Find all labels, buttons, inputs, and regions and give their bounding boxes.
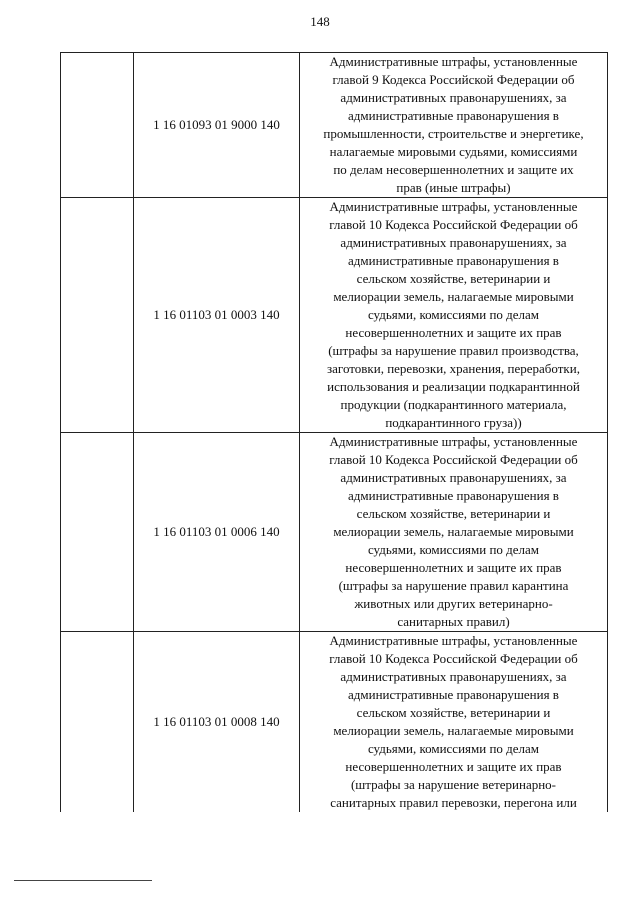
description-line: главой 10 Кодекса Российской Федерации об [329, 452, 578, 467]
table-row [61, 433, 608, 632]
description-line: главой 10 Кодекса Российской Федерации об [329, 217, 578, 232]
empty-cell [61, 53, 134, 198]
kbk-code: 1 16 01103 01 0006 140 [134, 433, 300, 632]
description-line: административные правонарушения в [348, 488, 559, 503]
description-cell [300, 53, 608, 198]
description-line: несовершеннолетних и защите их прав [345, 560, 562, 575]
table-row [61, 198, 608, 433]
description-line: животных или других ветеринарно- [354, 596, 553, 611]
description-line: Административные штрафы, установленные [329, 434, 578, 449]
description-line: мелиорации земель, налагаемые мировыми [333, 289, 574, 304]
description-line: промышленности, строительстве и энергетике, [323, 126, 584, 141]
empty-cell [61, 632, 134, 813]
description-line: мелиорации земель, налагаемые мировыми [333, 524, 574, 539]
description-line: по делам несовершеннолетних и защите их [333, 162, 574, 177]
description-line: судьями, комиссиями по делам [367, 542, 540, 557]
description-line: административных правонарушениях, за [340, 235, 567, 250]
budget-codes-table [60, 52, 608, 812]
description-line: административных правонарушениях, за [340, 470, 567, 485]
description-line: Административные штрафы, установленные [329, 633, 578, 648]
description-line: Административные штрафы, установленные [329, 199, 578, 214]
empty-cell [61, 198, 134, 433]
description-line: главой 10 Кодекса Российской Федерации об [329, 651, 578, 666]
description-line: сельском хозяйстве, ветеринарии и [356, 271, 551, 286]
description-line: использования и реализации подкарантинной [327, 379, 580, 394]
description-line: подкарантинного груза)) [385, 415, 522, 430]
description-line: Административные штрафы, установленные [329, 54, 578, 69]
description-line: сельском хозяйстве, ветеринарии и [356, 705, 551, 720]
footnote-rule [14, 880, 152, 881]
table-row [61, 632, 608, 813]
description-line: судьями, комиссиями по делам [367, 741, 540, 756]
description-line: административные правонарушения в [348, 253, 559, 268]
description-line: административные правонарушения в [348, 687, 559, 702]
table-row [61, 53, 608, 198]
empty-cell [61, 433, 134, 632]
description-line: продукции (подкарантинного материала, [340, 397, 567, 412]
kbk-code: 1 16 01093 01 9000 140 [134, 53, 300, 198]
description-line: административные правонарушения в [348, 108, 559, 123]
description-line: сельском хозяйстве, ветеринарии и [356, 506, 551, 521]
kbk-code: 1 16 01103 01 0008 140 [134, 632, 300, 813]
description-cell [300, 632, 608, 813]
description-line: административных правонарушениях, за [340, 669, 567, 684]
description-line: несовершеннолетних и защите их прав [345, 759, 562, 774]
description-line: заготовки, перевозки, хранения, переработки, [327, 361, 580, 376]
description-cell [300, 433, 608, 632]
description-line: главой 9 Кодекса Российской Федерации об [332, 72, 575, 87]
kbk-code: 1 16 01103 01 0003 140 [134, 198, 300, 433]
description-cell [300, 198, 608, 433]
description-line: (штрафы за нарушение ветеринарно- [350, 777, 557, 792]
description-line: судьями, комиссиями по делам [367, 307, 540, 322]
description-line: налагаемые мировыми судьями, комиссиями [329, 144, 578, 159]
description-line: (штрафы за нарушение правил производства, [328, 343, 579, 358]
description-line: (штрафы за нарушение правил карантина [338, 578, 569, 593]
description-line: мелиорации земель, налагаемые мировыми [333, 723, 574, 738]
description-line: несовершеннолетних и защите их прав [345, 325, 562, 340]
description-line: прав (иные штрафы) [396, 180, 511, 195]
description-line: санитарных правил перевозки, перегона или [330, 795, 577, 810]
description-line: административных правонарушениях, за [340, 90, 567, 105]
page-number: 148 [310, 14, 330, 29]
description-line: санитарных правил) [397, 614, 510, 629]
